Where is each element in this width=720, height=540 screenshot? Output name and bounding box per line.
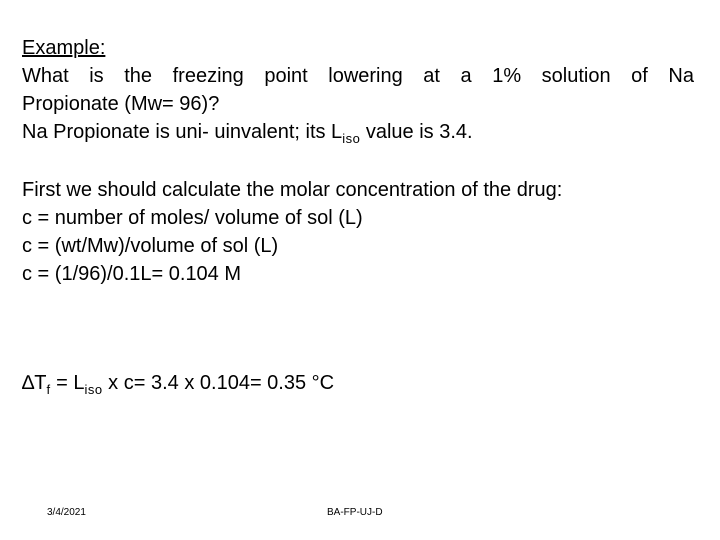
question-line-1: What is the freezing point lowering at a 1% solution of Na <box>22 65 694 87</box>
question-line-2: Propionate (Mw= 96)? <box>22 93 220 115</box>
calculation-step-3: c = (1/96)/0.1L= 0.104 M <box>22 263 242 285</box>
calculation-step-2: c = (wt/Mw)/volume of sol (L) <box>22 235 279 257</box>
result-rest: x c= 3.4 x 0.104= 0.35 °C <box>102 372 335 394</box>
result-formula <box>22 372 334 395</box>
liso-info-line <box>22 118 694 148</box>
slide-body <box>22 34 694 288</box>
calculation-intro: First we should calculate the molar concentration of the drug: <box>22 179 563 201</box>
spacer <box>22 148 694 176</box>
delta-t-symbol: ∆T <box>22 372 47 394</box>
calculation-step-1: c = number of moles/ volume of sol (L) <box>22 207 363 229</box>
footer-code: BA-FP-UJ-D <box>327 507 383 518</box>
liso-subscript: iso <box>84 382 103 397</box>
delta-t-subscript: f <box>46 382 51 397</box>
liso-info-suffix: value is 3.4. <box>360 121 473 143</box>
example-heading: Example: <box>22 37 106 59</box>
equals-l: = L <box>50 372 85 394</box>
liso-info-subscript: iso <box>342 131 361 146</box>
footer-date: 3/4/2021 <box>47 507 86 518</box>
liso-info-prefix: Na Propionate is uni- uinvalent; its L <box>22 121 343 143</box>
